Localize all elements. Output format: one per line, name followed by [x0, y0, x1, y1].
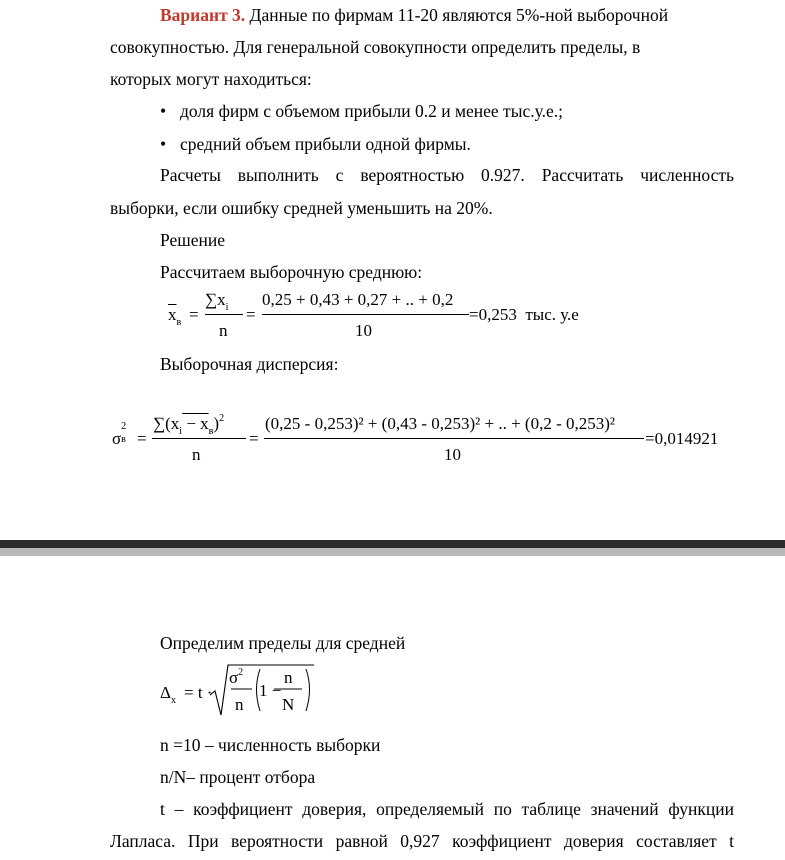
- delta-sigma: $\sigma^2$: [229, 667, 244, 687]
- variance-num-right: (0,25 - 0,253)² + (0,43 - 0,253)² + .. + (0,2 - 0,253)²: [265, 414, 616, 433]
- mean-heading: Рассчитаем выборочную среднюю:: [160, 262, 423, 282]
- mean-frac-bar-right: [262, 314, 469, 315]
- calc-line-2: выборки, если ошибку средней уменьшить на 20%.: [110, 198, 493, 218]
- bullet-marker: •: [160, 134, 167, 154]
- variance-frac-bar-right: [264, 438, 644, 439]
- intro-line-3: которых могут находиться:: [110, 69, 312, 89]
- variance-den-right: 10: [444, 445, 461, 464]
- delta-n2: n: [284, 668, 293, 687]
- mean-frac-bar-left: [205, 314, 243, 315]
- solution-heading: Решение: [160, 230, 226, 250]
- variance-den-left: n: [192, 445, 201, 464]
- limits-heading: Определим пределы для средней: [160, 633, 406, 653]
- mean-result: =0,253 тыс. у.е: [469, 305, 579, 324]
- variance-frac-bar-left: [152, 438, 246, 439]
- mean-num-left: $\sum x_i$: [205, 290, 229, 313]
- bullet-item-2: [160, 133, 471, 155]
- calc-line-1: Расчеты выполнить с вероятностью 0.927. Рассчитать численность: [160, 165, 734, 185]
- t-definition-1: t – коэффициент доверия, определяемый по таблице значений функции: [160, 799, 734, 819]
- mean-num-right: 0,25 + 0,43 + 0,27 + .. + 0,2: [262, 290, 454, 309]
- delta-one-minus: 1 −: [259, 681, 282, 700]
- delta-n: n: [235, 695, 244, 714]
- page-separator-light: [0, 548, 785, 556]
- delta-lhs: $\Delta_x$: [160, 683, 176, 706]
- variant-label: Вариант 3.: [160, 5, 246, 25]
- t-definition-2: Лапласа. При вероятности равной 0,927 коэффициент доверия составляет t: [110, 831, 734, 851]
- variance-lhs: σ 2 в: [112, 421, 127, 448]
- n-definition: n =10 – численность выборки: [160, 735, 381, 755]
- delta-N: N: [282, 695, 295, 714]
- variance-result: =0,014921: [645, 429, 719, 448]
- bullet-marker: •: [160, 101, 167, 121]
- variance-num-left: $\sum(x_i - x_в)^2$: [153, 413, 225, 437]
- mean-den-left: n: [219, 321, 228, 340]
- variance-heading: Выборочная дисперсия:: [160, 354, 339, 374]
- mean-den-right: 10: [355, 321, 372, 340]
- bullet-text-1: доля фирм с объемом прибыли 0.2 и менее тыс.у.е.;: [180, 101, 563, 121]
- intro-line-2: совокупностью. Для генеральной совокупности определить пределы, в: [110, 37, 641, 57]
- intro-text-1: Данные по фирмам 11-20 являются 5%-ной выборочной: [245, 5, 669, 25]
- bullet-item-1: [160, 100, 563, 122]
- bullet-text-2: средний объем прибыли одной фирмы.: [180, 134, 471, 154]
- page-separator-dark: [0, 540, 785, 548]
- intro-line-1: [160, 4, 668, 26]
- nN-definition: n/N– процент отбора: [160, 767, 316, 787]
- mean-lhs: $\overline{x}_в$: [168, 305, 182, 328]
- delta-eq: = t ·: [184, 683, 213, 702]
